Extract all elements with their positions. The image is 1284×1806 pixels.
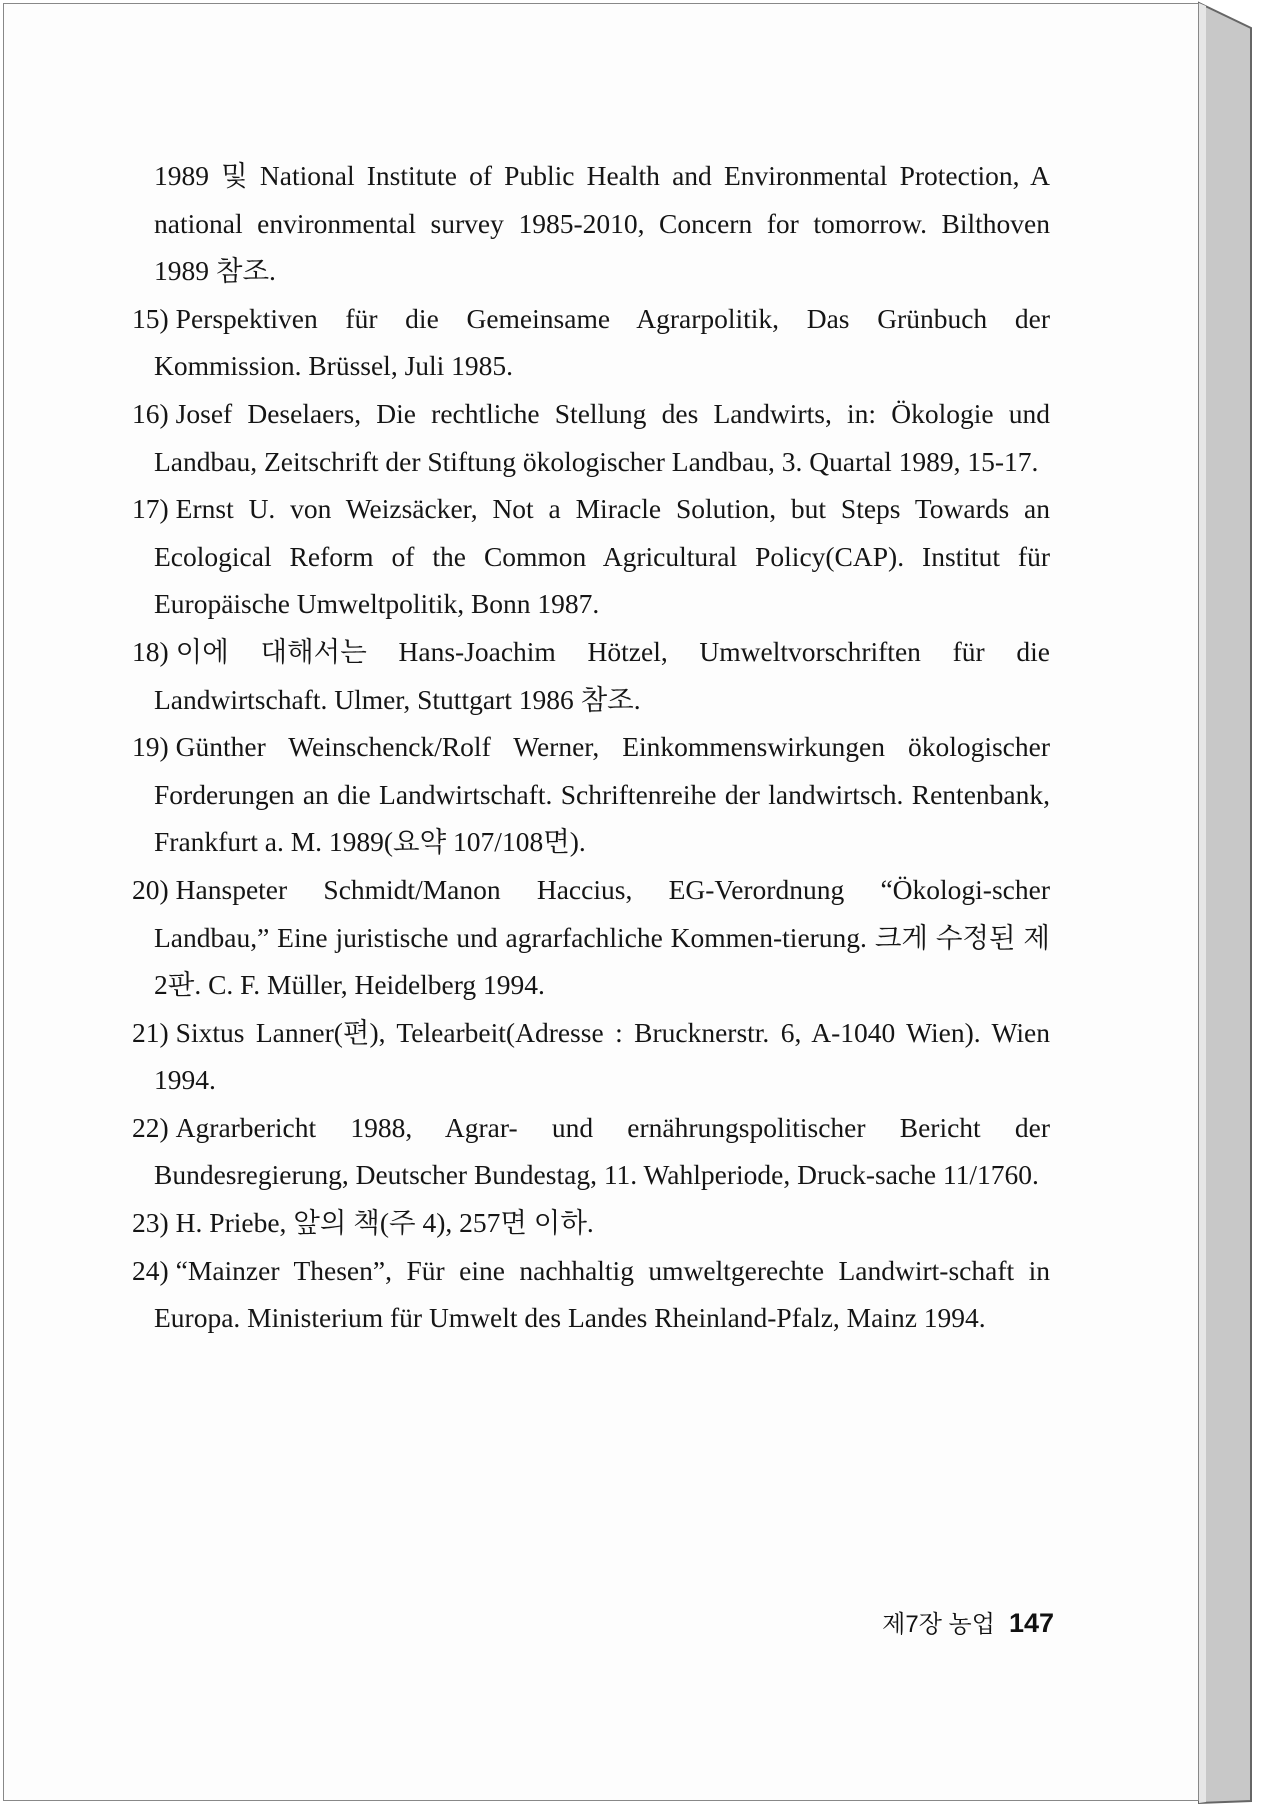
footnote-15 (132, 295, 1050, 390)
footnote-18 (132, 628, 1050, 723)
footnotes-list (132, 152, 1050, 1342)
footnote-text: Josef Deselaers, Die rechtliche Stellung des Landwirts, in: Ökologie und Landbau, Zeitschrift der Stiftung ökologischer Landbau, 3. Quartal 1989, 15-17. (154, 397, 1050, 477)
footnote-20 (132, 866, 1050, 1009)
footnote-19 (132, 723, 1050, 866)
footnote-number: 20) (132, 873, 169, 905)
footnote-21 (132, 1009, 1050, 1104)
footnote-text: H. Priebe, 앞의 책(주 4), 257면 이하. (175, 1207, 594, 1239)
footnote-number: 23) (132, 1207, 169, 1239)
footnote-23 (132, 1199, 1050, 1247)
footnote-number: 18) (132, 635, 169, 667)
footnote-number: 21) (132, 1016, 169, 1048)
footnote-number: 19) (132, 731, 169, 763)
footnote-text: Hanspeter Schmidt/Manon Haccius, EG-Verordnung “Ökologi-scher Landbau,” Eine juristische und agrarfachliche Kommen-tierung. 크게 수정된 제2판. C. F. Müller, Heidelberg 1994. (154, 873, 1050, 1001)
footnote-text: 이에 대해서는 Hans-Joachim Hötzel, Umweltvorschriften für die Landwirtschaft. Ulmer, Stuttgart 1986 참조. (154, 635, 1050, 715)
footnote-text: Ernst U. von Weizsäcker, Not a Miracle Solution, but Steps Towards an Ecological Reform of the Common Agricultural Policy(CAP). Institut für Europäische Umweltpolitik, Bonn 1987. (154, 493, 1050, 620)
footnote-text: 1989 및 National Institute of Public Health and Environmental Protection, A national environmental survey 1985-2010, Concern for tomorrow. Bilthoven 1989 참조. (154, 160, 1050, 287)
page-footer (882, 1604, 1054, 1639)
footnote-text: Günther Weinschenck/Rolf Werner, Einkommenswirkungen ökologischer Forderungen an die Landwirtschaft. Schriftenreihe der landwirtsch. Rentenbank, Frankfurt a. M. 1989(요약 107/108면). (154, 731, 1050, 858)
chapter-title: 제7장 농업 (882, 1611, 995, 1638)
book-spine-edge (1199, 3, 1251, 1803)
footnote-number: 17) (132, 493, 169, 525)
footnote-number: 15) (132, 302, 169, 334)
footnote-number: 24) (132, 1254, 169, 1286)
page-number: 147 (1008, 1608, 1054, 1638)
book-edge-highlight (1199, 3, 1206, 1803)
footnote-number: 16) (132, 397, 169, 429)
footnote-text: Agrarbericht 1988, Agrar- und ernährungspolitischer Bericht der Bundesregierung, Deutscher Bundestag, 11. Wahlperiode, Druck-sache 11/1760. (154, 1111, 1050, 1191)
footnote-number: 22) (132, 1111, 169, 1143)
footnote-text: “Mainzer Thesen”, Für eine nachhaltig umweltgerechte Landwirt-schaft in Europa. Ministerium für Umwelt des Landes Rheinland-Pfalz, Mainz 1994. (154, 1254, 1050, 1334)
footnote-24 (132, 1247, 1050, 1342)
footnote-17 (132, 485, 1050, 628)
footnote-continuation (132, 152, 1050, 295)
footnote-text: Sixtus Lanner(편), Telearbeit(Adresse : Brucknerstr. 6, A-1040 Wien). Wien 1994. (154, 1016, 1050, 1096)
footnote-22 (132, 1104, 1050, 1199)
footnote-text: Perspektiven für die Gemeinsame Agrarpolitik, Das Grünbuch der Kommission. Brüssel, Juli 1985. (154, 302, 1050, 382)
footnote-16 (132, 390, 1050, 485)
